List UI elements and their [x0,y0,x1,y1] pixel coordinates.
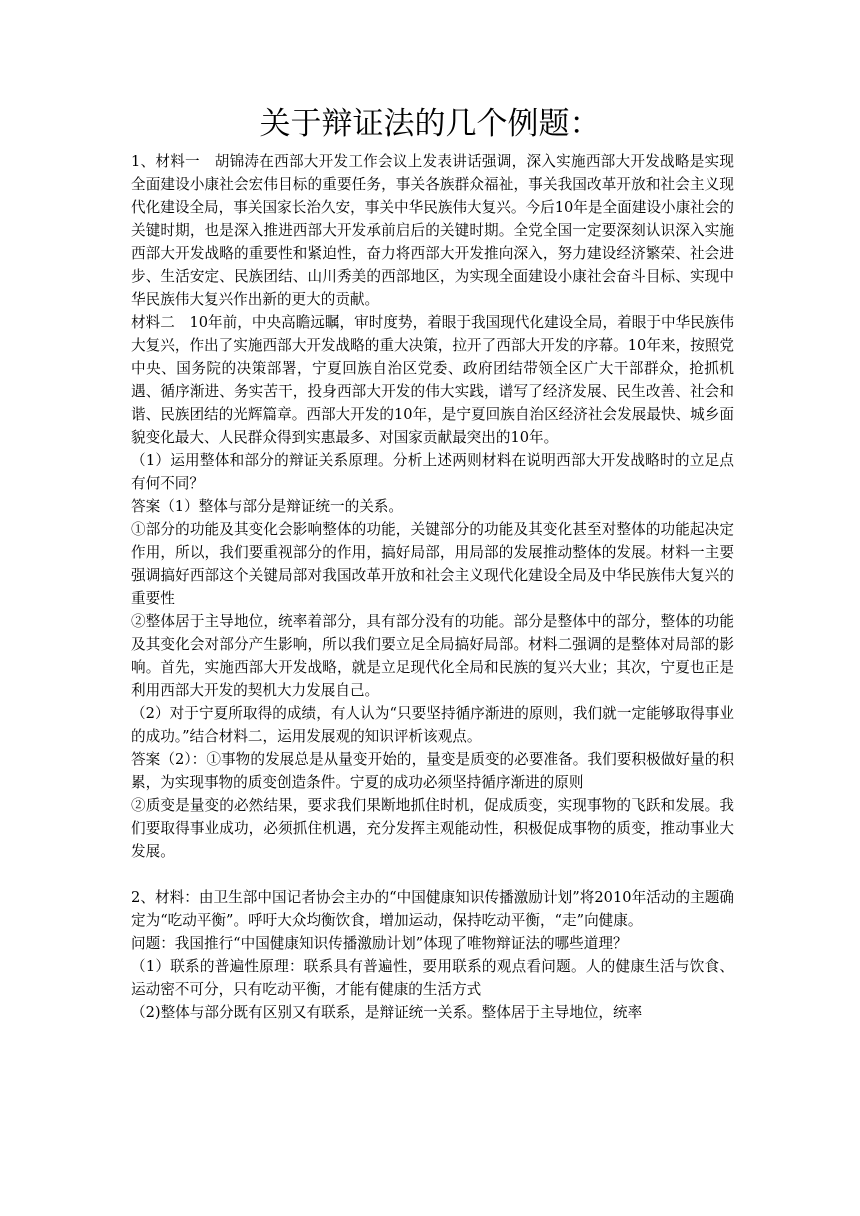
question-2: （2）对于宁夏所取得的成绩，有人认为“只要坚持循序渐进的原则，我们就一定能够取得事业的成功。”结合材料二，运用发展观的知识评析该观点。 [131,705,734,745]
paragraph-material-one: 1、材料一 胡锦涛在西部大开发工作会议上发表讲话强调，深入实施西部大开发战略是实现全面建设小康社会宏伟目标的重要任务，事关各族群众福祉，事关我国改革开放和社会主义现代化建设全局，事关国家长治久安，事关中华民族伟大复兴。今后10年是全面建设小康社会的关键时期，也是深入推进西部大开发承前启后的关键时期。全党全国一定要深刻认识深入实施西部大开发战略的重要性和紧迫性，奋力将西部大开发推向深入，努力建设经济繁荣、社会进步、生活安定、民族团结、山川秀美的西部地区，为实现全面建设小康社会奋斗目标、实现中华民族伟大复兴作出新的更大的贡献。 [131,153,734,308]
paragraph-material-two: 材料二 10年前，中央高瞻远瞩，审时度势，着眼于我国现代化建设全局，着眼于中华民族伟大复兴，作出了实施西部大开发战略的重大决策，拉开了西部大开发的序幕。10年来，按照党中央、国务院的决策部署，宁夏回族自治区党委、政府团结带领全区广大干部群众，抢抓机遇、循序渐进、务实苦干，投身西部大开发的伟大实践，谱写了经济发展、民生改善、社会和谐、民族团结的光辉篇章。西部大开发的10年，是宁夏回族自治区经济社会发展最快、城乡面貌变化最大、人民群众得到实惠最多、对国家贡献最突出的10年。 [131,314,734,446]
answer-1-point-2: ②整体居于主导地位，统率着部分，具有部分没有的功能。部分是整体中的部分，整体的功能及其变化会对部分产生影响，所以我们要立足全局搞好局部。材料二强调的是整体对局部的影响。首先，实施西部大开发战略，就是立足现代化全局和民族的复兴大业；其次，宁夏也正是利用西部大开发的契机大力发展自己。 [131,613,734,699]
document-title: 关于辩证法的几个例题： [259,106,601,142]
example-two-answer-2: （2)整体与部分既有区别又有联系，是辩证统一关系。整体居于主导地位，统率 [131,1004,643,1021]
document-body [131,150,734,1024]
answer-2-point-2: ②质变是量变的必然结果，要求我们果断地抓住时机，促成质变，实现事物的飞跃和发展。我们要取得事业成功，必须抓住机遇，充分发挥主观能动性，积极促成事物的质变，推动事业大发展。 [131,797,734,860]
paragraph-example-two-material: 2、材料：由卫生部中国记者协会主办的“中国健康知识传播激励计划”将2010年活动的主题确定为“吃动平衡”。呼吁大众均衡饮食，增加运动，保持吃动平衡，“走”向健康。 [131,889,734,929]
blank-line [131,863,734,886]
example-two-answer-1: （1）联系的普遍性原理：联系具有普遍性，要用联系的观点看问题。人的健康生活与饮食、运动密不可分，只有吃动平衡，才能有健康的生活方式 [131,958,734,998]
answer-1-heading: 答案（1）整体与部分是辩证统一的关系。 [131,498,403,515]
answer-1-point-1: ①部分的功能及其变化会影响整体的功能，关键部分的功能及其变化甚至对整体的功能起决定作用，所以，我们要重视部分的作用，搞好局部，用局部的发展推动整体的发展。材料一主要强调搞好西部这个关键局部对我国改革开放和社会主义现代化建设全局及中华民族伟大复兴的重要性 [131,521,734,607]
answer-2-point-1: 答案（2）：①事物的发展总是从量变开始的，量变是质变的必要准备。我们要积极做好量的积累，为实现事物的质变创造条件。宁夏的成功必须坚持循序渐进的原则 [131,751,734,791]
example-two-question: 问题：我国推行“中国健康知识传播激励计划”体现了唯物辩证法的哪些道理？ [131,935,628,952]
question-1: （1）运用整体和部分的辩证关系原理。分析上述两则材料在说明西部大开发战略时的立足点有何不同？ [131,452,734,492]
